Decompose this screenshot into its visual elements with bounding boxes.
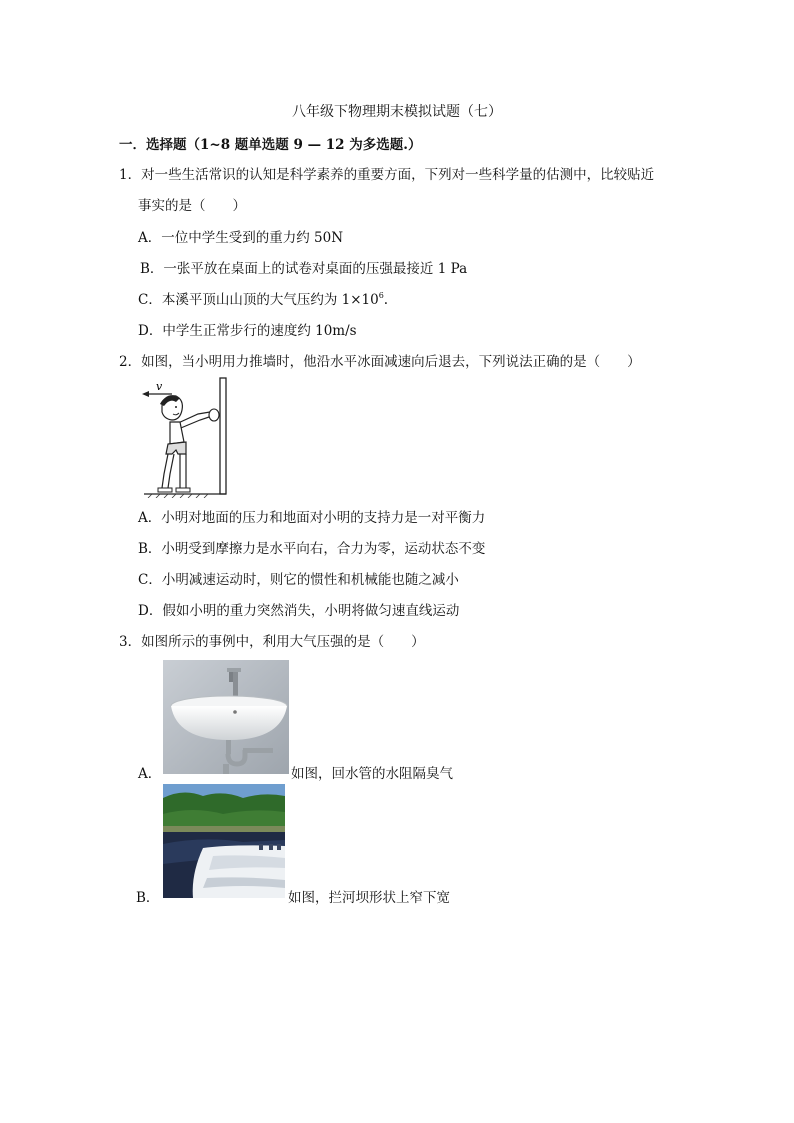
q3-option-b-dam-photo xyxy=(163,784,285,898)
q1-option-c-text: C．本溪平顶山山顶的大气压约为 1×10 xyxy=(138,292,379,308)
q1-option-c-exponent: 6 xyxy=(378,291,384,300)
q2-option-a: A．小明对地面的压力和地面对小明的支持力是一对平衡力 xyxy=(138,510,486,526)
q3-option-b-letter: B． xyxy=(136,890,160,906)
q2-stem: 2．如图，当小明用力推墙时，他沿水平冰面减速向后退去，下列说法正确的是（ ） xyxy=(119,354,641,370)
q1-stem-line1: 1．对一些生活常识的认知是科学素养的重要方面，下列对一些科学量的估测中，比较贴近 xyxy=(119,167,655,183)
q3-option-b-text: 如图，拦河坝形状上窄下宽 xyxy=(288,890,450,906)
q2-option-d: D．假如小明的重力突然消失，小明将做匀速直线运动 xyxy=(138,603,460,619)
q3-option-a-washbasin-photo xyxy=(163,660,289,774)
section-heading: 一．选择题（1~8 题单选题 9 — 12 为多选题.） xyxy=(119,137,422,153)
q3-stem: 3．如图所示的事例中，利用大气压强的是（ ） xyxy=(119,634,425,650)
q3-option-a-text: 如图，回水管的水阻隔臭气 xyxy=(291,766,453,782)
q2-option-c: C．小明减速运动时，则它的惯性和机械能也随之减小 xyxy=(138,572,459,588)
q1-option-c-end: . xyxy=(383,292,389,308)
q2-figure-boy-pushing-wall xyxy=(140,374,240,498)
q1-stem-line2: 事实的是（ ） xyxy=(138,198,246,214)
q1-option-d: D．中学生正常步行的速度约 10m/s xyxy=(138,323,357,339)
q3-option-a-letter: A． xyxy=(138,766,162,782)
q1-option-a: A．一位中学生受到的重力约 50N xyxy=(138,230,344,246)
q2-option-b: B．小明受到摩擦力是水平向右，合力为零，运动状态不变 xyxy=(138,541,486,557)
page-title: 八年级下物理期末模拟试题（七） xyxy=(292,104,502,120)
q1-option-b: B．一张平放在桌面上的试卷对桌面的压强最接近 1 Pa xyxy=(140,261,468,277)
q2-figure-velocity-label: v xyxy=(156,380,163,393)
q1-option-c xyxy=(138,291,388,309)
